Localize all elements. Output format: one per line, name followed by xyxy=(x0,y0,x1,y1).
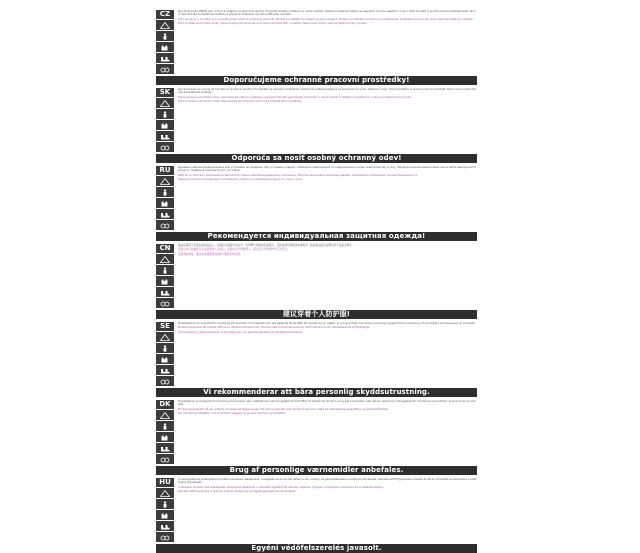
protective-clothing-banner: Egyéni védőfelszerelés javasolt. xyxy=(156,544,477,553)
boots-icon xyxy=(156,521,174,531)
instruction-paragraph: A zuhanykabinok zuhanytálcára történő szerelésre alkalmasak. A beépítés során be kell tartani a víz-, villany- és gázcsatlakozásra vonatkozó előírásokat. Szerelés előtt figyelmesen olvassa el ezt az útmutatót és ellenőrizze a szállítmány teljességét. xyxy=(178,478,477,485)
person-icon xyxy=(156,421,174,431)
language-section-ru xyxy=(156,166,477,241)
instruction-paragraph: Pred montážou sprchového kúta odporúčame skontrolovať rovinnosť a kolmosť stien a podlahy. xyxy=(178,99,302,103)
language-section-cz xyxy=(156,10,477,85)
protective-clothing-banner: Odporúča sa nosiť osobný ochranný odev! xyxy=(156,154,477,163)
boots-icon xyxy=(156,131,174,141)
instruction-paragraph: Szerelés előtt javasoljuk a falak és a padló síkságának és függőlegességének ellenőrzését. xyxy=(178,489,296,493)
protective-clothing-banner: Brug af personlige værnemidler anbefales. xyxy=(156,466,477,475)
boots-icon xyxy=(156,287,174,297)
instruction-paragraph: Före montering rekommenderar vi att väggarnas och golvets planhet och lodräthet kontrolleras. xyxy=(178,330,304,334)
instruction-paragraph: Душевые кабины предназначены для установки на поддоны. При установке следует соблюдать предписания по подключению к воде, электричеству и газу. Перед монтажом внимательно прочитайте данную инструкцию и проверьте комплектность поставки. xyxy=(178,166,477,173)
boots-icon xyxy=(156,53,174,63)
glasses-icon xyxy=(156,64,174,74)
instruction-paragraph: Před montáží sprchového koutu doporučujeme zkontrolovat rovinnost a kolmost stěn a podlahy. Nerovnosti mohou vést ke špatné funkci výrobku. xyxy=(178,21,368,25)
warning-icon xyxy=(156,20,174,30)
instruction-paragraph: Brusekabiner er beregnet til montering på brusekar. Ved installationen skal de gældende forskrifter for tilslutning af vand, el og gas overholdes. Læs denne vejledning omhyggeligt før montering og kontroller at leverancen er komplet. xyxy=(178,400,477,407)
boots-icon xyxy=(156,209,174,219)
gloves-icon xyxy=(156,120,174,130)
instruction-paragraph: Работы по монтажу разрешается выполнять только квалифицированному персоналу. Монтаж выполняйте минимум вдвоём. Соблюдайте требования техники безопасности. xyxy=(178,173,419,177)
instruction-paragraph: 淋浴房适用于安装在淋浴底盘上。安装时必须遵守有关水、电和燃气连接的安装规定。安装前请仔细阅读本说明书，检查供货是否完整以及产品是否损坏。 xyxy=(178,244,355,247)
gloves-icon xyxy=(156,354,174,364)
protective-clothing-banner: 建议穿着个人防护服! xyxy=(156,310,477,319)
language-section-dk xyxy=(156,400,477,475)
warning-icon xyxy=(156,332,174,342)
protective-clothing-banner: Рекомендуется индивидуальная защитная одежда! xyxy=(156,232,477,241)
language-code-badge: DK xyxy=(156,400,174,409)
warning-icon xyxy=(156,98,174,108)
instruction-paragraph: Monteringsarbetet får endast utföras av utbildad fackpersonal. Montera alltid minst två personer. Se till att skydd och arbetssäkerhet är tillräckliga. xyxy=(178,326,370,330)
gloves-icon xyxy=(156,198,174,208)
instruction-paragraph: Prácu spojenú s montážou smie vykonávať iba odborne vyškolený personál. Montáž vykonávajte minimálne v dvoch osobách. Dbajte na dostatočnú ochranu a bezpečnosť pri práci. xyxy=(178,95,412,99)
language-section-sk xyxy=(156,88,477,163)
language-code-badge: CN xyxy=(156,244,174,253)
language-code-badge: SE xyxy=(156,322,174,331)
language-section-se xyxy=(156,322,477,397)
instruction-paragraph: Перед монтажом рекомендуется проверить ровность и перпендикулярность стен и пола. xyxy=(178,177,303,181)
instruction-paragraph: Práci spojenou s montáží smí provádět pouze odborně vyškolený personál. Montáž provádějte minimálně ve dvou osobách. Dbejte na dostatečnou ochranu a bezpečnost. Kvalifikace pracovníků musí odpovídat platným normám. xyxy=(178,17,474,21)
person-icon xyxy=(156,187,174,197)
instruction-paragraph: Sprchové kouty KERMI jsou určeny k instalaci na sprchové vaničky. Při přední aplikaci instalace je nutné dodržet instalační předpisy týkající se napojení na vodu, elektřinu a plyn. Před montáží si prosím pečlivě přečtěte tento návod. Zkontrolujte kompletnost dodávky a případné poškození výrobku ještě před montáží. xyxy=(178,10,476,17)
person-icon xyxy=(156,31,174,41)
person-icon xyxy=(156,343,174,353)
gloves-icon xyxy=(156,510,174,520)
gloves-icon xyxy=(156,276,174,286)
instruction-paragraph: Før montering anbefaler vi at kontrollere vægges og gulvets planhed og lodrethed. xyxy=(178,411,286,415)
language-code-badge: RU xyxy=(156,166,174,175)
glasses-icon xyxy=(156,532,174,542)
language-section-hu xyxy=(156,478,477,553)
person-icon xyxy=(156,265,174,275)
person-icon xyxy=(156,109,174,119)
instruction-paragraph: Monteringsarbejdet må kun udføres af uddannet fagpersonale. Montering skal ske med mindst to personer. Sørg for tilstrækkelig beskyttelse og arbejdssikkerhed. xyxy=(178,407,389,411)
warning-icon xyxy=(156,410,174,420)
instruction-paragraph: 安装淋浴房前，建议检查墙面和地面的平整度和垂直度。 xyxy=(178,252,243,256)
boots-icon xyxy=(156,443,174,453)
instruction-paragraph: A szerelési munkát csak szakképzett személyzet végezheti. A szerelést legalább két személy végezze. Ügyeljen a megfelelő védelemre és munkabiztonságra. xyxy=(178,485,384,489)
warning-icon xyxy=(156,488,174,498)
glasses-icon xyxy=(156,142,174,152)
protective-clothing-banner: Vi rekommenderar att bära personlig skyddsutrustning. xyxy=(156,388,477,397)
instruction-page xyxy=(156,10,477,552)
boots-icon xyxy=(156,365,174,375)
instruction-paragraph: Sprchové kúty sú určené na montáž na sprchové vaničky. Pri inštalácii je potrebné dodržiavať inštalačné predpisy týkajúce sa pripojenia na vodu, elektrinu a plyn. Pred montážou si prosím pozorne prečítajte tento návod a skontrolujte kompletnosť dodávky. xyxy=(178,88,477,95)
glasses-icon xyxy=(156,454,174,464)
language-section-cn xyxy=(156,244,477,319)
language-code-badge: CZ xyxy=(156,10,174,19)
language-code-badge: SK xyxy=(156,88,174,97)
language-code-badge: HU xyxy=(156,478,174,487)
instruction-paragraph: Duschkabinen är avsedda för montering på duschkar. Vid installationen ska gällande föreskrifter för anslutning av vatten, el och gas följas. Läs denna anvisning noggrant före montering och kontrollera att leveransen är komplett. xyxy=(178,322,476,325)
glasses-icon xyxy=(156,376,174,386)
person-icon xyxy=(156,499,174,509)
warning-icon xyxy=(156,254,174,264)
instruction-paragraph: 安装工作只能由经过专业培训的人员进行。安装时至少需要两人。请注意充分的防护和工作安全。 xyxy=(178,248,290,252)
glasses-icon xyxy=(156,298,174,308)
warning-icon xyxy=(156,176,174,186)
gloves-icon xyxy=(156,432,174,442)
protective-clothing-banner: Doporučujeme ochranné pracovní prostředky! xyxy=(156,76,477,85)
glasses-icon xyxy=(156,220,174,230)
gloves-icon xyxy=(156,42,174,52)
